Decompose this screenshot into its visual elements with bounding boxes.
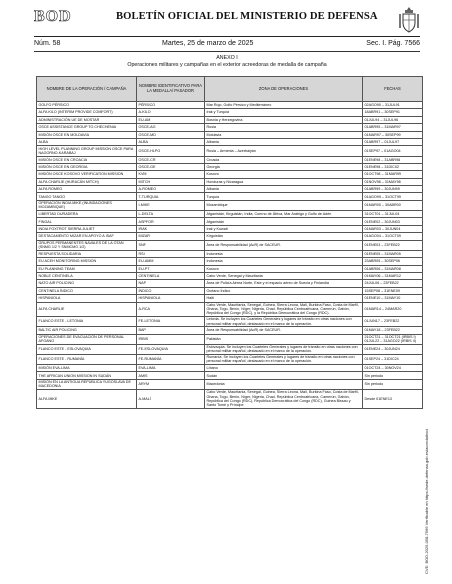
cell-operation: MISIÓN OSCE KOSOVO VERIFICATION MISSION xyxy=(37,171,137,178)
cell-zone: Kirguistán xyxy=(205,233,363,240)
table-row xyxy=(37,295,423,302)
cell-dates: 01JUL94 – 31JUL96 xyxy=(363,116,423,123)
cell-dates: 01ABR99 – 30JUN99 xyxy=(363,186,423,193)
cell-zone: Líbano xyxy=(205,365,363,372)
cell-dates: 01MAY18 – 23FEB22 xyxy=(363,327,423,334)
cell-operation: RESPUESTA SOLIDARIA xyxy=(37,250,137,257)
col-header-zone: ZONA DE OPERACIONES xyxy=(205,77,363,102)
cell-operation: ALBA xyxy=(37,138,137,145)
cell-dates: 21OCT21 – 31OCT21 (IRBIS I) 01JUL22 – 31AGO22 (IRBIS II) xyxy=(363,334,423,344)
cell-identifier: SNF xyxy=(137,240,205,250)
cell-zone: Cabo Verde, Mauritania, Senegal, Guinea, Sierra Leona, Malí, Burkina Faso, Costa de Marfil, Ghana, Togo, Benín, Níger, Nigeria, Chad, República Centroafricana, Camerún, Gabón, República del Congo (RDC), República Democrática del Congo (RDC), Guinea Bissau y Santo Tomé y Príncipe xyxy=(205,390,363,409)
table-row xyxy=(37,193,423,200)
page-header xyxy=(34,6,420,36)
cell-operation: MISIÓN OSCE EN MOLDAVIA xyxy=(37,131,137,138)
cell-operation: ALFA CHARLIE xyxy=(37,302,137,316)
cell-dates: Sin periodo xyxy=(363,372,423,379)
cell-zone: Cabo Verde, Mauritania, Senegal, Guinea, Sierra Leona, Malí, Burkina Faso, Costa de Marfil, Ghana, Togo, Benín, Níger, Nigeria, Chad, República Centroafricana, Camerún, Gabón, República del Congo (RDC), y la República Democrática del Congo (RDC). xyxy=(205,302,363,316)
cell-operation: ALFA KILO (INTERIM PROVIDE COMFORT) xyxy=(37,109,137,116)
cell-operation: OPERACIONES DE EVACUACIÓN DE PERSONAL AFGANO xyxy=(37,334,137,344)
cell-zone: Afganistán, Kirguistán, India, Cuerno de África, Mar Arábigo y Golfo de Adén xyxy=(205,211,363,218)
col-header-dates: FECHAS xyxy=(363,77,423,102)
cell-identifier: CENTINELA xyxy=(137,272,205,279)
cell-identifier: NAP xyxy=(137,280,205,287)
table-row xyxy=(37,240,423,250)
table-row xyxy=(37,280,423,287)
cell-dates: 01ABR95 – 31MAR97 xyxy=(363,124,423,131)
cell-zone: Indonesia xyxy=(205,258,363,265)
cell-identifier: OSCE-AG xyxy=(137,124,205,131)
table-row xyxy=(37,344,423,354)
cell-zone: Rusia xyxy=(205,124,363,131)
table-row xyxy=(37,124,423,131)
cell-operation: BALTIC AIR POLICING xyxy=(37,327,137,334)
cell-identifier: BAP xyxy=(137,327,205,334)
cell-operation: HISPANIOLA xyxy=(37,295,137,302)
cell-operation: GRUPOS PERMANENTES NAVALES DE LA OTAN (SNMG 1/2 Y SNMCMG 1/2) xyxy=(37,240,137,250)
cell-dates: 18ABR91 – 30SEP91 xyxy=(363,109,423,116)
bod-logo: BOD xyxy=(34,8,72,25)
cell-operation: FINGAL xyxy=(37,218,137,225)
cell-operation: ALFA ROMEO xyxy=(37,186,137,193)
cell-operation: ADMINISTRACIÓN UE DE MOSTAR xyxy=(37,116,137,123)
table-row xyxy=(37,327,423,334)
cell-dates: 01MAR14 – 24MAR20 xyxy=(363,302,423,316)
cell-operation: OSCE ASSISTANCE GROUP TO CHECHENIA xyxy=(37,124,137,131)
cell-identifier: ÍNDICO xyxy=(137,287,205,294)
cell-zone: Irak y Kuwait xyxy=(205,225,363,232)
table-row xyxy=(37,218,423,225)
annex-label: ANEXO I xyxy=(216,55,238,61)
cell-dates: 15SEP08 – 31ENE09 xyxy=(363,287,423,294)
cell-identifier: T-TURQUIA xyxy=(137,193,205,200)
cell-identifier: A-KILO xyxy=(137,109,205,116)
cell-identifier: ALBA xyxy=(137,138,205,145)
table-row xyxy=(37,233,423,240)
cell-zone: Haití xyxy=(205,295,363,302)
operations-table xyxy=(36,76,423,409)
cell-dates: 01JUN17 – 23FEB22 xyxy=(363,316,423,326)
cell-identifier: EVA-LIMA xyxy=(137,365,205,372)
cell-zone: Mar Rojo, Golfo Pérsico y Mediterráneo xyxy=(205,102,363,109)
cell-zone: Moldavia xyxy=(205,131,363,138)
coat-of-arms-icon xyxy=(398,6,420,34)
cell-dates: 01MAR97 – 30SEP99 xyxy=(363,131,423,138)
operations-table-container xyxy=(36,76,422,409)
cell-zone: Turquía xyxy=(205,193,363,200)
table-row xyxy=(37,178,423,185)
table-row xyxy=(37,272,423,279)
table-row xyxy=(37,379,423,389)
table-row xyxy=(37,146,423,156)
cell-operation: HIGH LEVEL PLANNING GROUP MISSION OSCE PARA NAGORNO-KARABAJ xyxy=(37,146,137,156)
cell-identifier: FE-RUMANÍA xyxy=(137,354,205,364)
cell-identifier: L-DELTA xyxy=(137,211,205,218)
cell-identifier: A-ROMEO xyxy=(137,186,205,193)
col-header-identifier: NOMBRE IDENTIFICATIVO PARA LA MEDALLA/ PASADOR xyxy=(137,77,205,102)
cell-zone: Irak y Turquía xyxy=(205,109,363,116)
cell-identifier: I-MIKE xyxy=(137,200,205,210)
cell-identifier: KVM xyxy=(137,171,205,178)
table-row xyxy=(37,211,423,218)
cell-zone: Rumanía. Se incluyen los Cuarteles Generales y lugares de tránsito en otras naciones con personal militar español, destacado en el marco de la operación. xyxy=(205,354,363,364)
cell-zone: Área de Responsabilidad (AoR) de SACEUR. xyxy=(205,240,363,250)
cell-operation: NATO AIR POLICING xyxy=(37,280,137,287)
cell-identifier: FE-LETONIA xyxy=(137,316,205,326)
cell-operation: GOLFO PÉRSICO xyxy=(37,102,137,109)
cell-zone: Área de Responsabilidad (AoR) de SACEUR. xyxy=(205,327,363,334)
cell-operation: FLANCO ESTE - LETONIA xyxy=(37,316,137,326)
table-row xyxy=(37,390,423,409)
cell-identifier: ARYM xyxy=(137,379,205,389)
table-row xyxy=(37,200,423,210)
cell-dates: 01MAR00 – 30ABR00 xyxy=(363,200,423,210)
cell-zone: Georgia xyxy=(205,163,363,170)
cell-operation: THE AFRICAN UNION MISSION IN SUDÁN xyxy=(37,372,137,379)
table-row xyxy=(37,316,423,326)
issue-info-bar xyxy=(34,36,420,50)
cell-zone: Honduras y Nicaragua xyxy=(205,178,363,185)
cell-dates: 24JUL06 – 23FEB22 xyxy=(363,280,423,287)
cell-operation: DESTACAMENTO MIZAR EN APOYO A ISAF xyxy=(37,233,137,240)
cell-operation: MISIÓN EVA-LIMA xyxy=(37,365,137,372)
cell-dates: 01ABR06 – 31MAR08 xyxy=(363,265,423,272)
table-row xyxy=(37,109,423,116)
table-row xyxy=(37,365,423,372)
table-row xyxy=(37,116,423,123)
cell-identifier: EU-AM xyxy=(137,116,205,123)
table-row xyxy=(37,138,423,145)
cell-dates: 01AGO04 – 31OCT09 xyxy=(363,233,423,240)
table-row xyxy=(37,156,423,163)
annex-title: Operaciones militares y campañas en el exterior acreedoras de medalla de campaña xyxy=(127,62,327,68)
cell-operation: MISIÓN EN LA ANTIGUA REPÚBLICA YUGOSLAVA DE MACEDONIA xyxy=(37,379,137,389)
cell-operation: EU ACEH MONITORING MISSION xyxy=(37,258,137,265)
table-row xyxy=(37,163,423,170)
cell-dates: 01SEP97 – 01AGO04 xyxy=(363,146,423,156)
cell-dates: 01NOV98 – 31MAY98 xyxy=(363,178,423,185)
cell-dates: 01MAY06 – 31MAR12 xyxy=(363,272,423,279)
cell-dates: Desde 01ENE13 xyxy=(363,390,423,409)
cell-operation: INDIA FOXTROT SIERRA JULIET xyxy=(37,225,137,232)
cell-zone: Rusia – Armenia – Azerbaiyán xyxy=(205,146,363,156)
cell-dates: 01SEP24 – 31DIC24 xyxy=(363,354,423,364)
table-row xyxy=(37,102,423,109)
cell-dates: 01ENE02 – 30JUN03 xyxy=(363,218,423,225)
bulletin-title: BOLETÍN OFICIAL DEL MINISTERIO DE DEFENSA xyxy=(116,11,378,22)
cell-identifier: MITCH xyxy=(137,178,205,185)
cell-zone: Afganistán xyxy=(205,218,363,225)
table-header-row xyxy=(37,77,423,102)
cell-zone: Albania xyxy=(205,138,363,145)
cell-identifier: PÉRSICO xyxy=(137,102,205,109)
cell-dates: Sin periodo xyxy=(363,379,423,389)
cell-zone: Croacia xyxy=(205,156,363,163)
cell-identifier: OSCE-MD xyxy=(137,131,205,138)
issue-number: Núm. 58 xyxy=(34,40,61,47)
cell-identifier: OSCE-HLPG xyxy=(137,146,205,156)
verification-note xyxy=(424,340,436,574)
table-row xyxy=(37,265,423,272)
cell-operation: OPERACIÓN INDIA MIKE (INUNDACIONES MOZAMBIQUE) xyxy=(37,200,137,210)
table-row xyxy=(37,186,423,193)
cell-dates: 01ENE98 – 31ABR98 xyxy=(363,156,423,163)
table-row xyxy=(37,372,423,379)
cell-dates: 01MAR03 – 30JUN04 xyxy=(363,225,423,232)
cell-operation: EU PLANNING TEAM xyxy=(37,265,137,272)
cell-zone: Macedonia xyxy=(205,379,363,389)
table-row xyxy=(37,131,423,138)
cell-zone: Letonia. Se incluyen los Cuarteles Generales y lugares de tránsito en otras naciones con personal militar español, destacado en el marco de la operación. xyxy=(205,316,363,326)
cell-zone: Albania xyxy=(205,186,363,193)
cell-operation: ALFA MIKE xyxy=(37,390,137,409)
cell-dates: 01ENE98 – 31DIC02 xyxy=(363,163,423,170)
cell-zone: Mozambique xyxy=(205,200,363,210)
cell-dates: 01ENE05 – 31MAR05 xyxy=(363,250,423,257)
cell-dates: 02AGO90 – 31JUL91 xyxy=(363,102,423,109)
cell-dates: 01ENE03 – 23FEB22 xyxy=(363,240,423,250)
cell-identifier: RSI xyxy=(137,250,205,257)
cell-identifier: A-RCA xyxy=(137,302,205,316)
cell-dates: 01ENE24 – 30JUN24 xyxy=(363,344,423,354)
table-row xyxy=(37,171,423,178)
cell-dates: 01OCT24 – 30NOV24 xyxy=(363,365,423,372)
cell-zone: Pakistán xyxy=(205,334,363,344)
cell-zone: Bosnia y Herzegovina xyxy=(205,116,363,123)
section-page: Sec. I. Pág. 7566 xyxy=(366,40,420,47)
cell-operation: LIBERTAD DURADERA xyxy=(37,211,137,218)
cell-identifier: IRAK xyxy=(137,225,205,232)
cell-zone: Kosovo xyxy=(205,265,363,272)
cell-operation: MISIÓN OSCE EN GEORGIA xyxy=(37,163,137,170)
cell-identifier: FE-ESLOVAQUIA xyxy=(137,344,205,354)
cell-operation: MISIÓN OSCE EN CROACIA xyxy=(37,156,137,163)
table-row xyxy=(37,225,423,232)
cell-dates: 01ENE10 – 31MAY10 xyxy=(363,295,423,302)
cell-identifier: HISPANIOLA xyxy=(137,295,205,302)
annex-heading xyxy=(34,55,420,69)
header-divider xyxy=(34,51,420,52)
table-body xyxy=(37,102,423,409)
cell-identifier: AMIS xyxy=(137,372,205,379)
cell-identifier: EU-AMM xyxy=(137,258,205,265)
cell-zone: Sudán xyxy=(205,372,363,379)
cell-dates: 01AGO99 – 31OCT99 xyxy=(363,193,423,200)
cell-operation: NOBLE CENTINELA xyxy=(37,272,137,279)
cell-identifier: OSCE-CR xyxy=(137,156,205,163)
cell-operation: CENTINELA ÍNDICO xyxy=(37,287,137,294)
cell-operation: FLANCO ESTE - ESLOVAQUIA xyxy=(37,344,137,354)
table-row xyxy=(37,250,423,257)
cell-identifier: IRBIS xyxy=(137,334,205,344)
issue-date: Martes, 25 de marzo de 2025 xyxy=(162,40,254,47)
cell-zone: Indonesia xyxy=(205,250,363,257)
cell-identifier: A-MALÍ xyxy=(137,390,205,409)
table-row xyxy=(37,258,423,265)
verification-text: CVE: BOD-2025-058-7566 Verificable en https://sede.defensa.gob.es/acceda/bod xyxy=(424,429,429,574)
cell-dates: 01OCT98 – 31MAR99 xyxy=(363,171,423,178)
cell-zone: Cabo Verde, Senegal y Mauritania xyxy=(205,272,363,279)
cell-zone: Área de Policía Aérea Norte, Este y el espacio aéreo de Suecia y Finlandia xyxy=(205,280,363,287)
table-row xyxy=(37,302,423,316)
cell-zone: Kosovo xyxy=(205,171,363,178)
cell-zone: Eslovaquia. Se incluyen los Cuarteles Generales y lugares de tránsito en otras naciones con personal militar español, destacado en el marco de la operación. xyxy=(205,344,363,354)
table-row xyxy=(37,334,423,344)
cell-operation: TANGO TANGO xyxy=(37,193,137,200)
cell-identifier: MIZAR xyxy=(137,233,205,240)
cell-operation: ALFA CHARLIE (HURACÁN MITCH) xyxy=(37,178,137,185)
cell-operation: FLANCO ESTE - RUMANÍA xyxy=(37,354,137,364)
table-row xyxy=(37,354,423,364)
cell-identifier: OSCE-GE xyxy=(137,163,205,170)
col-header-operation: NOMBRE DE LA OPERACIÓN / CAMPAÑA xyxy=(37,77,137,102)
cell-identifier: ASPFOR xyxy=(137,218,205,225)
cell-identifier: EU-PT xyxy=(137,265,205,272)
table-row xyxy=(37,287,423,294)
cell-dates: 01ABR97 – 01JUL97 xyxy=(363,138,423,145)
cell-dates: 23ABR05 – 30SEP06 xyxy=(363,258,423,265)
cell-zone: Océano Índico xyxy=(205,287,363,294)
cell-dates: 31OCT01 – 31JUL04 xyxy=(363,211,423,218)
